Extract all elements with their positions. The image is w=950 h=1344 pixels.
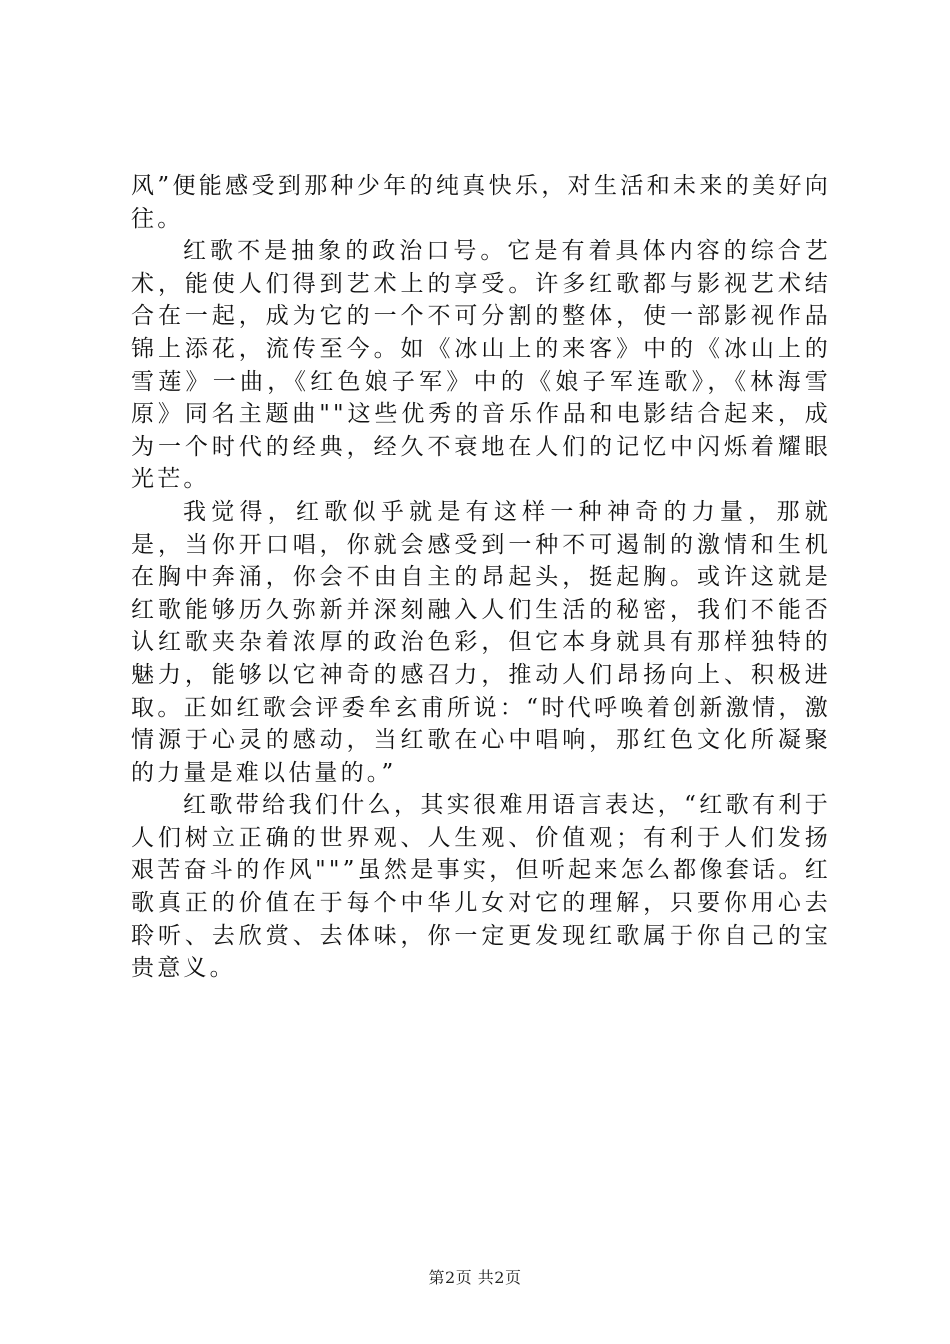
document-body [131, 170, 831, 985]
paragraph-continuation: 风”便能感受到那种少年的纯真快乐，对生活和未来的美好向往。 [131, 173, 831, 232]
paragraph-red-songs-value: 红歌带给我们什么，其实很难用语言表达，“红歌有利于人们树立正确的世界观、人生观、价值观；有利于人们发扬艰苦奋斗的作风""”虽然是事实，但听起来怎么都像套话。红歌真正的价值在于每个中华儿女对它的理解，只要你用心去聆听、去欣赏、去体味，你一定更发现红歌属于你自己的宝贵意义。 [131, 792, 831, 982]
paragraph-red-songs-art: 红歌不是抽象的政治口号。它是有着具体内容的综合艺术，能使人们得到艺术上的享受。许多红歌都与影视艺术结合在一起，成为它的一个不可分割的整体，使一部影视作品锦上添花，流传至今。如《冰山上的来客》中的《冰山上的雪莲》一曲，《红色娘子军》中的《娘子军连歌》，《林海雪原》同名主题曲""这些优秀的音乐作品和电影结合起来，成为一个时代的经典，经久不衰地在人们的记忆中闪烁着耀眼光芒。 [131, 238, 831, 493]
page-footer: 第2页 共2页 [428, 1268, 522, 1287]
paragraph-red-songs-power: 我觉得，红歌似乎就是有这样一种神奇的力量，那就是，当你开口唱，你就会感受到一种不可遏制的激情和生机在胸中奔涌，你会不由自主的昂起头，挺起胸。或许这就是红歌能够历久弥新并深刻融入人们生活的秘密，我们不能否认红歌夹杂着浓厚的政治色彩，但它本身就具有那样独特的魅力，能够以它神奇的感召力，推动人们昂扬向上、积极进取。正如红歌会评委牟玄甫所说：“时代呼唤着创新激情，激情源于心灵的感动，当红歌在心中唱响，那红色文化所凝聚的力量是难以估量的。” [131, 498, 831, 786]
